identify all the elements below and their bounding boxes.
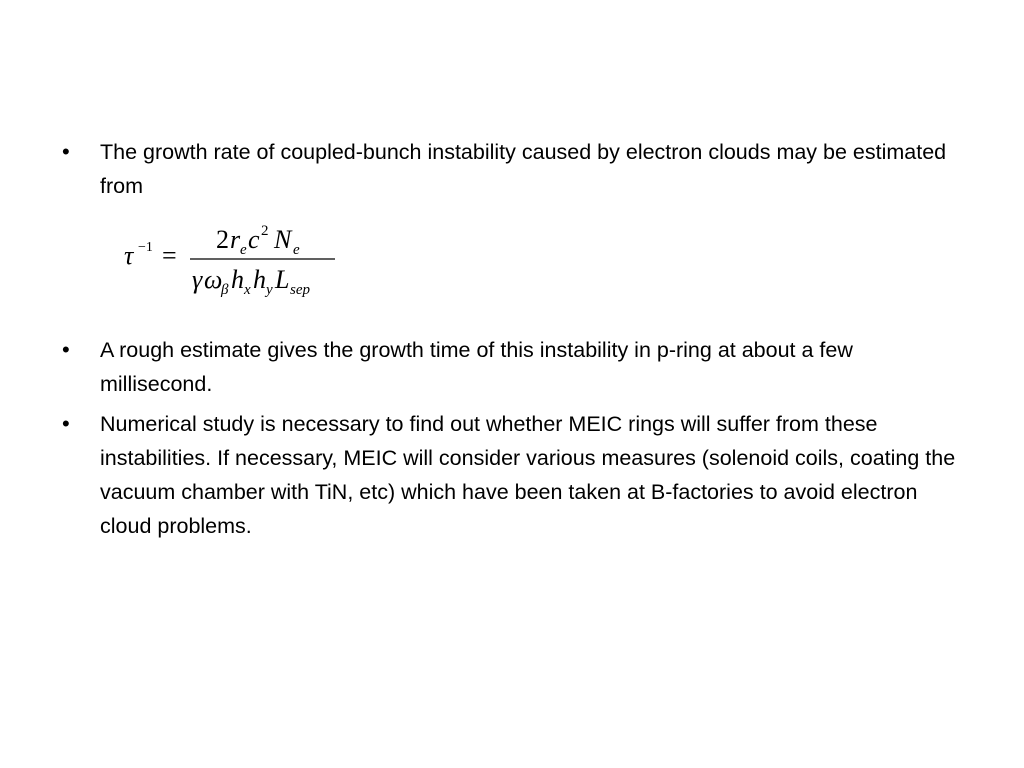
bullet-marker: • — [62, 411, 70, 436]
eq-den-h1: h — [231, 265, 244, 294]
bullet-text: The growth rate of coupled-bunch instability caused by electron clouds may be estimated from — [100, 140, 947, 198]
growth-rate-equation — [122, 218, 352, 308]
eq-num-c-sup: 2 — [261, 223, 269, 239]
eq-num-c: c — [248, 225, 260, 254]
eq-den-h2: h — [253, 265, 266, 294]
eq-num-N: N — [274, 225, 292, 254]
eq-equals: = — [162, 241, 177, 270]
eq-den-gamma: γ — [192, 265, 203, 294]
eq-den-L-sub: sep — [290, 282, 310, 298]
eq-den-h1-sub: x — [244, 282, 251, 298]
bullet-text: Numerical study is necessary to find out whether MEIC rings will suffer from these instabilities. If necessary, MEIC will consider various measures (solenoid coils, coating the vacuum chamber with TiN, etc) which have been taken at B-factories to avoid electron cloud problems. — [100, 412, 956, 538]
eq-den-L: L — [275, 265, 290, 294]
bullet-item-1 — [62, 135, 962, 203]
bullet-item-3 — [62, 407, 962, 543]
eq-tau: τ — [124, 241, 134, 270]
eq-den-omega: ω — [204, 265, 223, 294]
bullet-item-2 — [62, 333, 962, 401]
eq-den-omega-sub: β — [221, 282, 229, 298]
eq-num-r-sub: e — [240, 242, 247, 258]
bullet-text: A rough estimate gives the growth time of this instability in p-ring at about a few millisecond. — [100, 338, 853, 396]
eq-num-N-sub: e — [293, 242, 300, 258]
bullet-marker: • — [62, 139, 70, 164]
eq-den-h2-sub: y — [266, 282, 273, 298]
eq-num-r: r — [230, 225, 241, 254]
eq-num-coefficient: 2 — [216, 225, 229, 254]
eq-tau-exponent: −1 — [138, 240, 153, 255]
bullet-marker: • — [62, 337, 70, 362]
